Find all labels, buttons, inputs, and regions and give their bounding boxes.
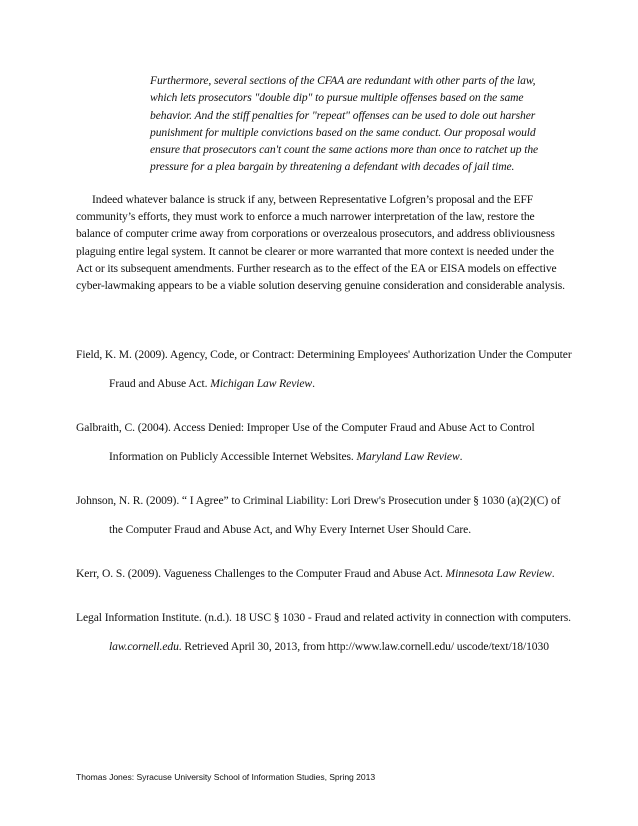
reference-text: Johnson, N. R. (2009). “ I Agree” to Criminal Liability: Lori Drew's Prosecution under § 1030 (a)(2)(C) of the Computer Fraud and Abuse Act, and Why Every Internet User Should Care.: [76, 494, 561, 536]
reference-text: Galbraith, C. (2004). Access Denied: Improper Use of the Computer Fraud and Abuse Act to Control Information on Publicly Accessible Internet Websites.: [76, 421, 535, 463]
reference-text: Legal Information Institute. (n.d.). 18 USC § 1030 - Fraud and related activity in connection with computers.: [76, 611, 571, 624]
block-quote: Furthermore, several sections of the CFAA are redundant with other parts of the law, which lets prosecutors "double dip" to pursue multiple offenses based on the same behavior. And the stiff penalties for "repeat" offenses can be used to dole out harsher punishment for multiple convictions based on the same conduct. Our proposal would ensure that prosecutors can't count the same actions more than once to ratchet up the pressure for a plea bargain by threatening a defendant with decades of jail time.: [150, 74, 539, 174]
reference-journal: law.cornell.edu: [109, 640, 179, 653]
reference-item: [76, 486, 576, 544]
reference-tail: .: [551, 567, 555, 580]
reference-text: Kerr, O. S. (2009). Vagueness Challenges to the Computer Fraud and Abuse Act.: [76, 567, 446, 580]
reference-item: [76, 340, 576, 398]
reference-journal: Maryland Law Review: [356, 450, 460, 463]
page-footer: Thomas Jones: Syracuse University School of Information Studies, Spring 2013: [76, 772, 376, 782]
reference-tail: .: [312, 377, 315, 390]
reference-text: Field, K. M. (2009). Agency, Code, or Contract: Determining Employees' Authorization Under the Computer Fraud and Abuse Act.: [76, 348, 572, 390]
reference-tail: .: [459, 450, 463, 463]
reference-item: [76, 413, 576, 471]
body-paragraph: Indeed whatever balance is struck if any, between Representative Lofgren’s proposal and the EFF community’s efforts, they must work to enforce a much narrower interpretation of the law, restore the balance of computer crime away from corporations or overzealous prosecutors, and address obliviousness plaguing entire legal system. It cannot be clearer or more warranted that more context is needed under the Act or its subsequent amendments. Further research as to the effect of the EA or EISA models on effective cyber-lawmaking appears to be a viable solution deserving genuine consideration and considerable analysis.: [76, 193, 565, 293]
reference-list: [76, 340, 576, 661]
reference-item: [76, 559, 576, 588]
reference-tail: . Retrieved April 30, 2013, from http://www.law.cornell.edu/ uscode/text/18/1030: [178, 640, 549, 653]
reference-journal: Michigan Law Review: [210, 377, 313, 390]
reference-journal: Minnesota Law Review: [445, 567, 552, 580]
reference-item: [76, 603, 576, 661]
